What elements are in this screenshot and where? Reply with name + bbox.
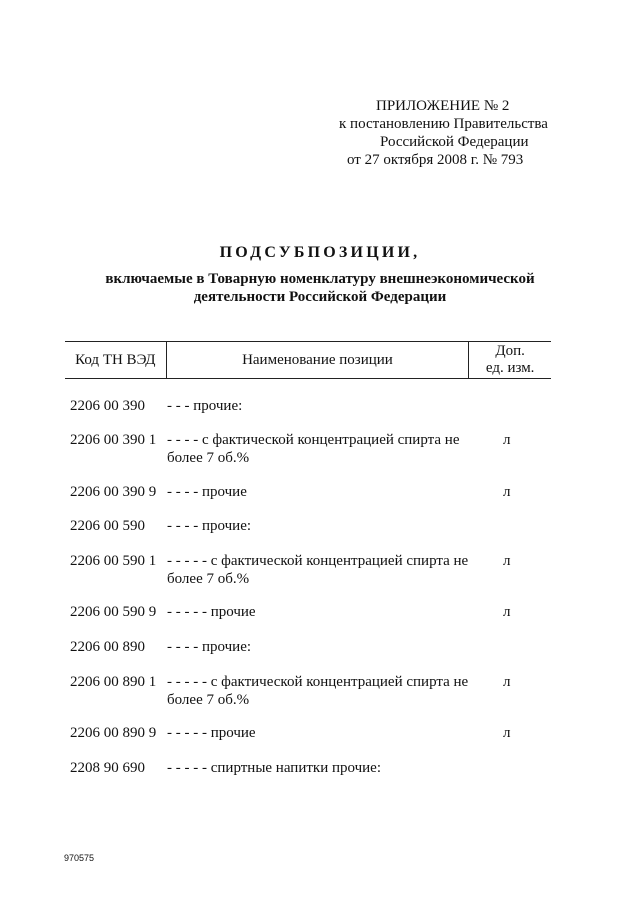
subtitle-line-1: включаемые в Товарную номенклатуру внешнеэкономической bbox=[105, 271, 535, 287]
row-name: - - - - - с фактической концентрацией спирта не более 7 об.% bbox=[167, 674, 469, 708]
row-unit: л bbox=[503, 553, 511, 569]
row-code: 2206 00 590 bbox=[70, 518, 145, 534]
row-code: 2206 00 890 9 bbox=[70, 725, 157, 741]
row-code: 2206 00 590 1 bbox=[70, 553, 157, 569]
row-code: 2206 00 890 bbox=[70, 639, 145, 655]
row-unit: л bbox=[503, 674, 511, 690]
appendix-date-number: от 27 октября 2008 г. № 793 bbox=[347, 152, 524, 168]
footer-document-code: 970575 bbox=[64, 853, 95, 863]
row-code: 2206 00 390 1 bbox=[70, 432, 157, 448]
row-name: - - - - с фактической концентрацией спирта не более 7 об.% bbox=[167, 432, 460, 466]
row-code: 2206 00 390 bbox=[70, 398, 145, 414]
row-name: - - - прочие: bbox=[167, 398, 243, 414]
row-code: 2206 00 590 9 bbox=[70, 604, 157, 620]
row-name: - - - - - прочие bbox=[167, 604, 256, 620]
row-name: - - - - - спиртные напитки прочие: bbox=[167, 760, 382, 776]
row-name: - - - - прочие bbox=[167, 484, 247, 500]
row-code: 2206 00 890 1 bbox=[70, 674, 157, 690]
subtitle-line-2: деятельности Российской Федерации bbox=[193, 289, 447, 305]
row-code: 2206 00 390 9 bbox=[70, 484, 157, 500]
row-name: - - - - прочие: bbox=[167, 518, 252, 534]
column-header-unit-line-1: Доп. bbox=[495, 343, 525, 359]
column-header-code: Код ТН ВЭД bbox=[65, 342, 167, 378]
appendix-federation: Российской Федерации bbox=[380, 134, 529, 150]
row-unit: л bbox=[503, 484, 511, 500]
page-title: ПОДСУБПОЗИЦИИ, bbox=[219, 244, 421, 261]
row-unit: л bbox=[503, 725, 511, 741]
row-name: - - - - - с фактической концентрацией спирта не более 7 об.% bbox=[167, 553, 469, 587]
row-name: - - - - прочие: bbox=[167, 639, 252, 655]
row-unit: л bbox=[503, 604, 511, 620]
row-code: 2208 90 690 bbox=[70, 760, 145, 776]
column-header-unit-line-2: ед. изм. bbox=[485, 360, 535, 376]
appendix-title: ПРИЛОЖЕНИЕ № 2 bbox=[376, 98, 510, 114]
appendix-resolution: к постановлению Правительства bbox=[339, 116, 548, 132]
row-unit: л bbox=[503, 432, 511, 448]
column-header-name: Наименование позиции bbox=[167, 342, 470, 378]
row-name: - - - - - прочие bbox=[167, 725, 256, 741]
